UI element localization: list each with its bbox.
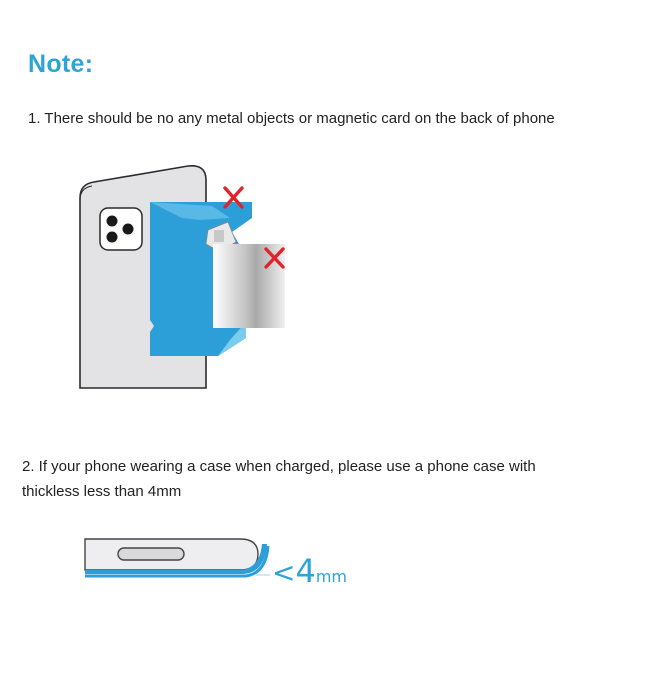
instruction-1: 1. There should be no any metal objects or magnetic card on the back of phone (28, 110, 555, 127)
instruction-2-line-1: 2. If your phone wearing a case when charged, please use a phone case with (22, 458, 536, 475)
phone-case-illustration (80, 530, 270, 590)
thickness-unit: mm (315, 567, 347, 586)
camera-module-icon (100, 208, 142, 250)
thickness-value: 4 (295, 552, 316, 590)
phone-back-illustration (70, 160, 310, 395)
phone-case-icon (85, 539, 270, 576)
note-title: Note: (28, 50, 94, 78)
instruction-2-line-2: thickless less than 4mm (22, 483, 182, 500)
less-than-symbol: < (272, 556, 296, 589)
thickness-label (272, 552, 347, 590)
